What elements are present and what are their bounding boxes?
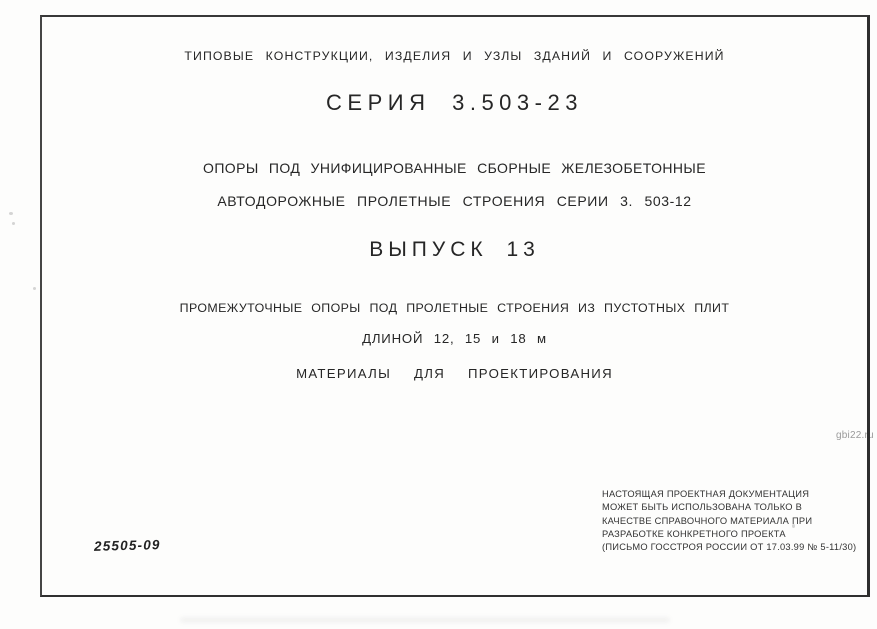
note-line: КАЧЕСТВЕ СПРАВОЧНОГО МАТЕРИАЛА ПРИ bbox=[602, 515, 813, 526]
inventory-number: 25505-09 bbox=[93, 537, 161, 554]
scan-smudge bbox=[180, 617, 670, 623]
issue-title: ВЫПУСК 13 bbox=[369, 238, 540, 261]
note-line: НАСТОЯЩАЯ ПРОЕКТНАЯ ДОКУМЕНТАЦИЯ bbox=[602, 489, 810, 499]
series-title: СЕРИЯ 3.503-23 bbox=[326, 90, 583, 115]
note-line: РАЗРАБОТКЕ КОНКРЕТНОГО ПРОЕКТА bbox=[602, 528, 786, 539]
note-line: МОЖЕТ БЫТЬ ИСПОЛЬЗОВАНА ТОЛЬКО В bbox=[602, 502, 803, 513]
scan-speckle bbox=[12, 222, 15, 225]
description-line-1: ПРОМЕЖУТОЧНЫЕ ОПОРЫ ПОД ПРОЛЕТНЫЕ СТРОЕНИЯ ИЗ ПУСТОТНЫХ ПЛИТ bbox=[179, 301, 730, 315]
document-category-line: ТИПОВЫЕ КОНСТРУКЦИИ, ИЗДЕЛИЯ И УЗЛЫ ЗДАНИЙ И СООРУЖЕНИЙ bbox=[184, 49, 725, 63]
description-line-3: МАТЕРИАЛЫ ДЛЯ ПРОЕКТИРОВАНИЯ bbox=[296, 366, 613, 381]
scan-speckle bbox=[9, 212, 13, 215]
usage-restriction-note bbox=[602, 488, 857, 554]
subtitle-line-2: АВТОДОРОЖНЫЕ ПРОЛЕТНЫЕ СТРОЕНИЯ СЕРИИ 3. 503-12 bbox=[217, 193, 692, 209]
site-watermark: gbi22.ru bbox=[836, 430, 874, 441]
subtitle-line-1: ОПОРЫ ПОД УНИФИЦИРОВАННЫЕ СБОРНЫЕ ЖЕЛЕЗОБЕТОННЫЕ bbox=[203, 160, 706, 176]
description-line-2: ДЛИНОЙ 12, 15 и 18 м bbox=[362, 331, 547, 346]
scan-speckle bbox=[33, 287, 36, 290]
note-line: (ПИСЬМО ГОССТРОЯ РОССИИ ОТ 17.03.99 № 5-11/30) bbox=[602, 542, 857, 553]
